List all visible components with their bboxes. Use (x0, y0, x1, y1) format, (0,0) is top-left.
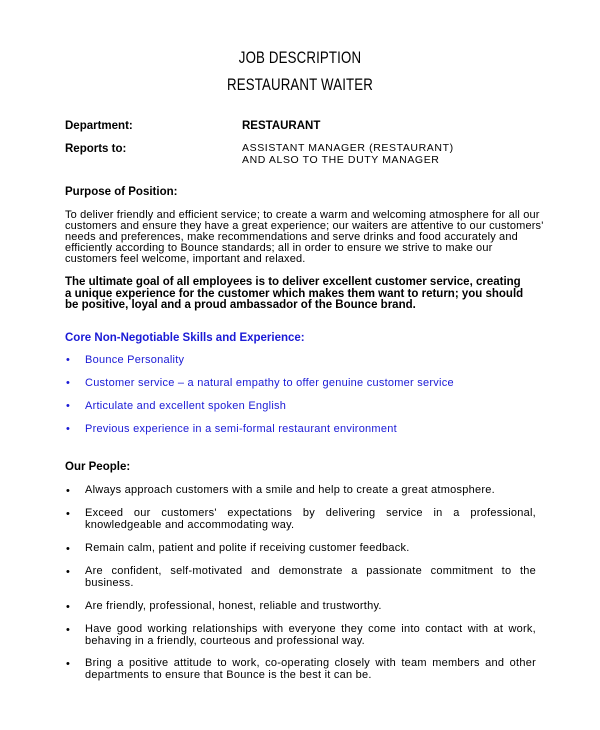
bullet-icon: • (66, 543, 71, 555)
people-item-text: Have good working relationships with everyone they come into contact with at work, behaving in a friendly, courteous and professional way. (85, 623, 536, 647)
our-people-heading: Our People: (65, 461, 131, 473)
core-skill-text: Bounce Personality (85, 354, 185, 366)
purpose-heading: Purpose of Position: (65, 186, 178, 198)
department-value: RESTAURANT (242, 120, 321, 132)
bullet-icon: • (66, 508, 71, 520)
page-title-line2: RESTAURANT WAITER (226, 75, 374, 94)
goal-statement: The ultimate goal of all employees is to deliver excellent customer service, creating a unique experience for the customer which makes them want to return; you should be positive, loyal and a proud ambassador of the Bounce brand. (65, 276, 524, 311)
core-skills-heading: Core Non-Negotiable Skills and Experience: (65, 332, 305, 344)
people-item-text: Are confident, self-motivated and demonstrate a passionate commitment to the business. (85, 565, 536, 589)
department-label: Department: (65, 120, 133, 132)
reports-to-value-line2: AND ALSO TO THE DUTY MANAGER (242, 154, 440, 166)
page-title-line1: JOB DESCRIPTION (238, 48, 362, 67)
bullet-icon: • (66, 601, 71, 613)
people-item-text: Remain calm, patient and polite if receiving customer feedback. (85, 542, 410, 554)
core-skill-text: Previous experience in a semi-formal restaurant environment (85, 423, 397, 435)
people-item-text: Are friendly, professional, honest, reliable and trustworthy. (85, 600, 382, 612)
people-item-text: Exceed our customers' expectations by delivering service in a professional, knowledgeable and accommodating way. (85, 507, 536, 531)
bullet-icon: • (66, 400, 71, 412)
people-item-text: Always approach customers with a smile and help to create a great atmosphere. (85, 484, 495, 496)
bullet-icon: • (66, 658, 71, 670)
bullet-icon: • (66, 624, 71, 636)
bullet-icon: • (66, 377, 71, 389)
core-skill-text: Articulate and excellent spoken English (85, 400, 287, 412)
purpose-paragraph: To deliver friendly and efficient service; to create a warm and welcoming atmosphere for all our customers and ensure they have a great experience; our waiters are attentive to our customers' needs and preferences, make recommendations and serve drinks and food accurately and efficiently according to Bounce standards; all in order to ensure we strive to make our customers feel welcome, important and relaxed. (65, 209, 544, 265)
core-skill-text: Customer service – a natural empathy to offer genuine customer service (85, 377, 454, 389)
bullet-icon: • (66, 423, 71, 435)
bullet-icon: • (66, 485, 71, 497)
bullet-icon: • (66, 354, 71, 366)
people-item-text: Bring a positive attitude to work, co-operating closely with team members and other departments to ensure that Bounce is the best it can be. (85, 657, 536, 681)
bullet-icon: • (66, 566, 71, 578)
reports-to-label: Reports to: (65, 143, 127, 155)
reports-to-value-line1: ASSISTANT MANAGER (RESTAURANT) (242, 142, 454, 154)
